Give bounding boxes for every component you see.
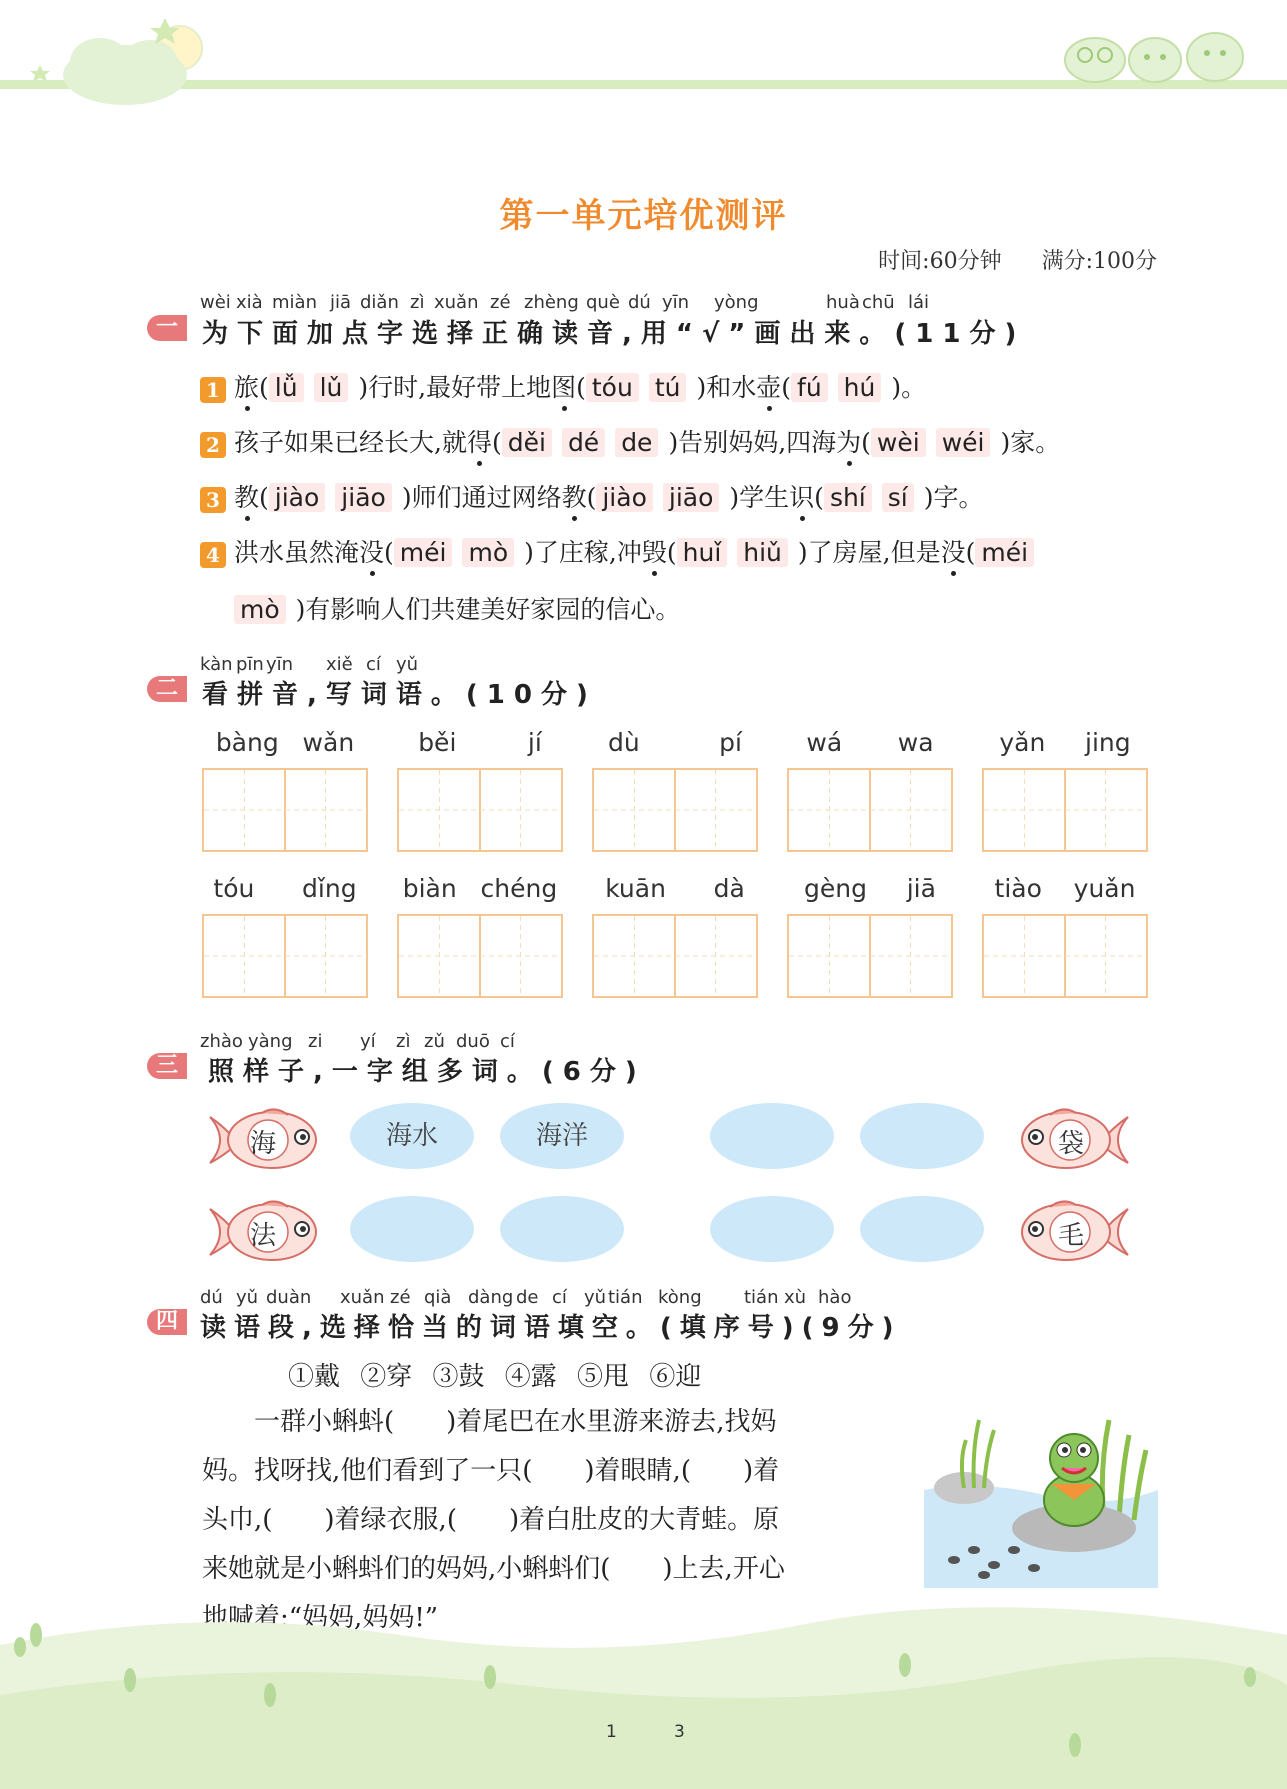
reading-option[interactable]: lǚ: [269, 373, 304, 402]
pinyin-syllable: qià: [424, 1287, 452, 1308]
grid-pinyin: dù pí: [608, 728, 742, 757]
pinyin-syllable: kòng: [658, 1287, 702, 1308]
answer-bubble[interactable]: [860, 1103, 984, 1169]
reading-option[interactable]: mò: [234, 595, 286, 624]
answer-bubble[interactable]: [710, 1103, 834, 1169]
question-text: (: [576, 373, 586, 402]
question-text: )了房屋,但是: [797, 538, 941, 567]
pinyin-syllable: diǎn: [360, 292, 399, 313]
question-text: (: [259, 483, 269, 512]
reading-option[interactable]: jiāo: [335, 483, 392, 512]
pinyin-syllable: tián: [744, 1287, 779, 1308]
question-text: )。: [891, 373, 927, 402]
pinyin-syllable: lái: [908, 292, 930, 313]
writing-grid[interactable]: [592, 914, 758, 998]
reading-option[interactable]: jiāo: [663, 483, 720, 512]
reading-option[interactable]: wéi: [936, 428, 991, 457]
reading-option[interactable]: de: [615, 428, 658, 457]
paragraph-line: 一群小蝌蚪( )着尾巴在水里游来游去,找妈: [202, 1407, 777, 1437]
example-word-2: 海洋: [500, 1103, 624, 1169]
pinyin-syllable: zì: [396, 1031, 411, 1052]
animals-illustration: [1055, 15, 1255, 85]
question-text: (: [781, 373, 792, 402]
grid-pinyin: kuān dà: [605, 874, 745, 903]
reading-option[interactable]: jiào: [269, 483, 326, 512]
page-number-left: 1: [606, 1722, 617, 1742]
time-label: 时间:60分钟: [878, 249, 1002, 274]
section2-badge: 二: [147, 676, 187, 702]
dotted-character: 毁: [641, 538, 667, 567]
reading-option[interactable]: fú: [791, 373, 828, 402]
fish-char-fa: 法: [200, 1197, 330, 1267]
word-choices: ①戴 ②穿 ③鼓 ④露 ⑤甩 ⑥迎: [288, 1362, 702, 1392]
question-line: [200, 423, 1060, 459]
grid-pinyin: yǎn jing: [999, 728, 1131, 757]
pinyin-syllable: dú: [628, 292, 651, 313]
pinyin-syllable: wèi: [200, 292, 231, 313]
pinyin-syllable: xiě: [326, 654, 353, 675]
question-line: [200, 368, 926, 404]
writing-grid[interactable]: [982, 914, 1148, 998]
question-text: 洪水虽然淹: [234, 538, 360, 567]
reading-option[interactable]: méi: [394, 538, 453, 567]
section1-title: 为下面加点字选择正确读音,用“√”画出来。(11分): [202, 319, 1026, 349]
reading-option[interactable]: tóu: [586, 373, 639, 402]
section3-badge: 三: [147, 1053, 187, 1079]
question-number: 2: [200, 432, 226, 458]
fish-char-mao: 毛: [1008, 1197, 1138, 1267]
grid-pinyin: biàn chéng: [402, 874, 558, 903]
question-text: (: [384, 538, 394, 567]
pinyin-syllable: duō: [456, 1031, 490, 1052]
question-text: (: [965, 538, 976, 567]
reading-option[interactable]: děi: [502, 428, 552, 457]
reading-option[interactable]: hiǔ: [737, 538, 788, 567]
section2-pinyin: [200, 654, 800, 676]
question-text: (: [861, 428, 871, 457]
section4-title: 读语段,选择恰当的词语填空。(填序号)(9分): [200, 1313, 902, 1343]
question-number: 1: [200, 377, 226, 403]
pinyin-syllable: xuǎn: [340, 1287, 385, 1308]
pinyin-syllable: zhào: [200, 1031, 243, 1052]
question-text: )和水: [696, 373, 757, 402]
pinyin-syllable: chū: [862, 292, 895, 313]
question-text: (: [259, 373, 269, 402]
dotted-character: 没: [359, 538, 385, 567]
page-title: 第一单元培优测评: [499, 196, 788, 236]
writing-grid[interactable]: [202, 768, 368, 852]
dotted-character: 为: [836, 428, 862, 457]
dotted-character: 识: [789, 483, 815, 512]
section3-pinyin: [200, 1031, 800, 1053]
paragraph-line: 来她就是小蝌蚪们的妈妈,小蝌蚪们( )上去,开心: [202, 1554, 785, 1584]
pinyin-syllable: pīn: [236, 654, 264, 675]
word-writing-grid: [202, 728, 1162, 1008]
pinyin-syllable: jiā: [330, 292, 352, 313]
grid-pinyin: gèng jiā: [804, 874, 936, 903]
cloud-sun-illustration: [20, 10, 210, 110]
pinyin-syllable: kàn: [200, 654, 233, 675]
reading-option[interactable]: méi: [975, 538, 1034, 567]
question-text: 孩子如果已经长大,就: [234, 428, 467, 457]
writing-grid[interactable]: [982, 768, 1148, 852]
answer-bubble[interactable]: [350, 1196, 474, 1262]
pinyin-syllable: yí: [360, 1031, 376, 1052]
section1-badge: 一: [147, 315, 187, 341]
paragraph-line: 妈。找呀找,他们看到了一只( )着眼睛,( )着: [202, 1456, 780, 1486]
hills-illustration: [0, 1585, 1287, 1789]
question-number: 4: [200, 542, 226, 568]
reading-option[interactable]: lǔ: [314, 373, 349, 402]
question-line: [200, 478, 984, 514]
grid-pinyin: tóu dǐng: [213, 874, 357, 903]
question-line: [200, 533, 1044, 569]
writing-grid[interactable]: [787, 768, 953, 852]
pinyin-syllable: què: [586, 292, 620, 313]
question-text: )行时,最好带上地: [358, 373, 552, 402]
question-text: )家。: [1000, 428, 1061, 457]
question-text: (: [491, 428, 502, 457]
grid-pinyin: běi jí: [418, 728, 542, 757]
section1-pinyin: [200, 292, 1100, 314]
score-label: 满分:100分: [1041, 249, 1157, 274]
question-text: )学生: [729, 483, 790, 512]
question-text: )有影响人们共建美好家园的信心。: [295, 595, 681, 624]
grid-pinyin: tiào yuǎn: [994, 874, 1136, 903]
dotted-character: 图: [551, 373, 577, 402]
page-number-right: 3: [674, 1722, 685, 1742]
question-number: 3: [200, 487, 226, 513]
grid-pinyin: bàng wǎn: [215, 728, 355, 757]
pinyin-syllable: duàn: [266, 1287, 312, 1308]
exam-meta: [878, 244, 1157, 275]
question-text: )了庄稼,冲: [524, 538, 642, 567]
writing-grid[interactable]: [787, 914, 953, 998]
answer-bubble[interactable]: [710, 1196, 834, 1262]
reading-option[interactable]: mò: [462, 538, 514, 567]
example-word-1: 海水: [350, 1103, 474, 1169]
pinyin-syllable: zi: [308, 1031, 323, 1052]
frog-pond-illustration: [924, 1410, 1158, 1588]
pinyin-syllable: yǔ: [396, 654, 419, 675]
reading-option[interactable]: jiào: [596, 483, 653, 512]
pinyin-syllable: cí: [366, 654, 381, 675]
dotted-character: 没: [940, 538, 966, 567]
pinyin-syllable: xuǎn: [434, 292, 479, 313]
pinyin-syllable: yīn: [266, 654, 294, 675]
pinyin-syllable: xù: [784, 1287, 807, 1308]
pinyin-syllable: zì: [410, 292, 425, 313]
pinyin-syllable: yòng: [714, 292, 759, 313]
answer-bubble[interactable]: [500, 1196, 624, 1262]
pinyin-syllable: dú: [200, 1287, 223, 1308]
pinyin-syllable: dàng: [468, 1287, 514, 1308]
paragraph-line: 地喊着:“妈妈,妈妈!”: [202, 1603, 439, 1633]
pinyin-syllable: tián: [608, 1287, 643, 1308]
pinyin-syllable: cí: [552, 1287, 567, 1308]
reading-option[interactable]: tú: [649, 373, 687, 402]
dotted-character: 壶: [756, 373, 782, 402]
question-text: (: [586, 483, 597, 512]
fish-char-dai: 袋: [1008, 1105, 1138, 1175]
writing-grid[interactable]: [202, 914, 368, 998]
reading-option[interactable]: huǐ: [677, 538, 728, 567]
fish-char-hai: 海: [200, 1105, 330, 1175]
pinyin-syllable: de: [516, 1287, 539, 1308]
question-text: )字。: [923, 483, 984, 512]
dotted-character: 教: [234, 483, 260, 512]
question-text: )告别妈妈,四海: [668, 428, 837, 457]
pinyin-syllable: cí: [500, 1031, 515, 1052]
dotted-character: 教: [561, 483, 587, 512]
paragraph-line: 头巾,( )着绿衣服,( )着白肚皮的大青蛙。原: [202, 1505, 780, 1535]
question-text: (: [814, 483, 824, 512]
pinyin-syllable: hào: [818, 1287, 852, 1308]
reading-option[interactable]: shí: [824, 483, 872, 512]
reading-option[interactable]: sí: [882, 483, 914, 512]
reading-option[interactable]: hú: [838, 373, 882, 402]
pinyin-syllable: xià: [236, 292, 263, 313]
answer-bubble[interactable]: [860, 1196, 984, 1262]
writing-grid[interactable]: [397, 914, 563, 998]
section4-pinyin: [200, 1287, 1100, 1309]
question-line: [234, 590, 680, 626]
pinyin-syllable: huà: [826, 292, 860, 313]
section3-title: 照样子,一字组多词。(6分): [208, 1057, 646, 1087]
pinyin-syllable: zǔ: [424, 1031, 445, 1052]
question-text: )师们通过网络: [401, 483, 562, 512]
pinyin-syllable: zhèng: [524, 292, 579, 313]
section2-title: 看拼音,写词语。(10分): [202, 680, 597, 710]
reading-option[interactable]: dé: [562, 428, 605, 457]
pinyin-syllable: yàng: [248, 1031, 293, 1052]
pinyin-syllable: yǔ: [236, 1287, 259, 1308]
pinyin-syllable: miàn: [272, 292, 317, 313]
grid-pinyin: wá wa: [806, 728, 934, 757]
writing-grid[interactable]: [592, 768, 758, 852]
writing-grid[interactable]: [397, 768, 563, 852]
question-text: (: [666, 538, 677, 567]
reading-option[interactable]: wèi: [871, 428, 926, 457]
pinyin-syllable: yīn: [662, 292, 690, 313]
section4-badge: 四: [147, 1309, 187, 1335]
dotted-character: 得: [466, 428, 492, 457]
dotted-character: 旅: [234, 373, 260, 402]
pinyin-syllable: zé: [490, 292, 511, 313]
pinyin-syllable: zé: [390, 1287, 411, 1308]
pinyin-syllable: yǔ: [584, 1287, 607, 1308]
